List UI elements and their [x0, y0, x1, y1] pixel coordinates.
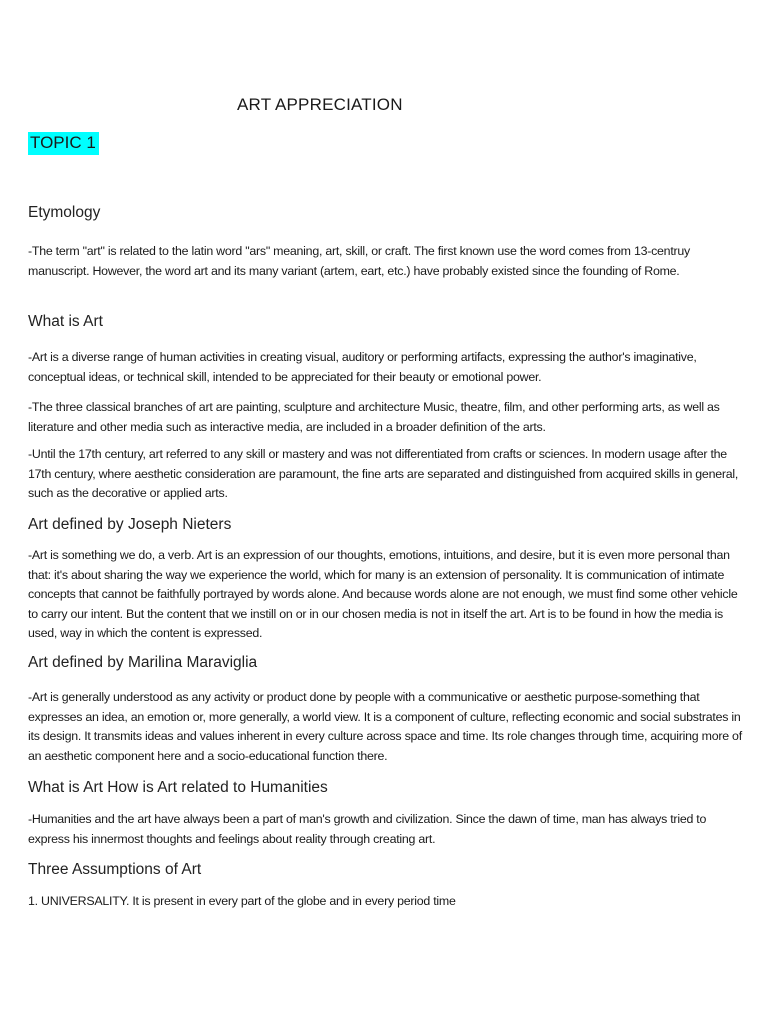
heading-what-is-art: What is Art	[28, 313, 103, 330]
heading-etymology: Etymology	[28, 204, 101, 221]
heading-three-assumptions: Three Assumptions of Art	[28, 861, 202, 878]
paragraph-maraviglia: -Art is generally understood as any activity or product done by people with a communicative or aesthetic purpose-something that expresses an idea, an emotion or, more generally, a world view. It is a component of culture, reflecting economic and social substrates in its design. It transmits ideas and values inherent in every culture across space and time. Its role changes through time, acquiring more of an aesthetic component here and a socio-educational function there.	[28, 690, 742, 763]
topic-label-highlighted: TOPIC 1	[28, 132, 99, 155]
paragraph-nieters: -Art is something we do, a verb. Art is an expression of our thoughts, emotions, intuitions, and desire, but it is even more personal than that: it's about sharing the way we experience the world, which for many is an extension of personality. It is communication of intimate concepts that cannot be faithfully portrayed by words alone. And because words alone are not enough, we must find some other vehicle to carry our intent. But the content that we instill on or in our chosen media is not in itself the art. Art is to be found in how the media is used, way in which the content is expressed.	[28, 548, 738, 640]
document-title: ART APPRECIATION	[237, 95, 403, 114]
paragraph-what-is-art-3: -Until the 17th century, art referred to any skill or mastery and was not differentiated from crafts or sciences. In modern usage after the 17th century, where aesthetic consideration are paramount, the fine arts are separated and distinguished from acquired skills in general, such as the decorative or applied arts.	[28, 447, 739, 500]
heading-humanities: What is Art How is Art related to Humanities	[28, 779, 328, 796]
paragraph-what-is-art-2: -The three classical branches of art are painting, sculpture and architecture Music, theatre, film, and other performing arts, as well as literature and other media such as interactive media, are included in a broader definition of the arts.	[28, 400, 720, 434]
paragraph-what-is-art-1: -Art is a diverse range of human activities in creating visual, auditory or performing artifacts, expressing the author's imaginative, conceptual ideas, or technical skill, intended to be appreciated for their beauty or emotional power.	[28, 350, 697, 384]
heading-nieters: Art defined by Joseph Nieters	[28, 516, 232, 533]
heading-maraviglia: Art defined by Marilina Maraviglia	[28, 654, 258, 671]
paragraph-etymology: -The term "art" is related to the latin word "ars" meaning, art, skill, or craft. The first known use the word comes from 13-centruy manuscript. However, the word art and its many variant (artem, eart, etc.) have probably existed since the founding of Rome.	[28, 244, 690, 278]
paragraph-humanities: -Humanities and the art have always been a part of man's growth and civilization. Since the dawn of time, man has always tried to express his innermost thoughts and feelings about reality through creating art.	[28, 812, 707, 846]
list-item-universality: 1. UNIVERSALITY. It is present in every part of the globe and in every period time	[28, 894, 456, 908]
